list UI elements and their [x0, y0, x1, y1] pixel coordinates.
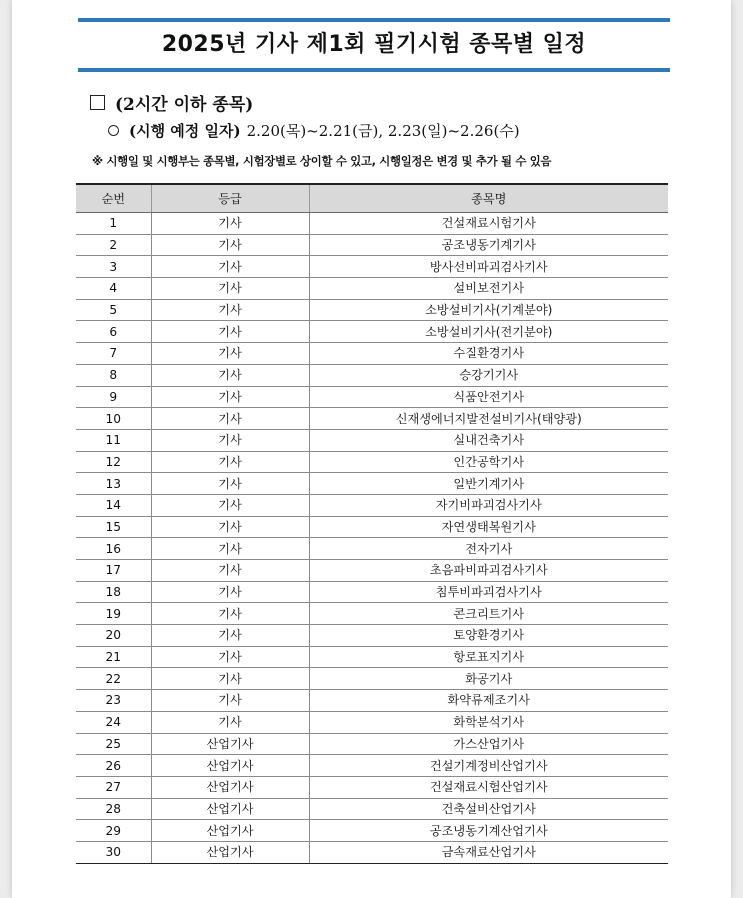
- row-subject: 콘크리트기사: [309, 603, 668, 625]
- table-row: [76, 494, 668, 516]
- row-number: 4: [76, 278, 151, 300]
- table-row: [76, 603, 668, 625]
- row-grade: 기사: [151, 646, 309, 668]
- row-grade: 산업기사: [151, 820, 309, 842]
- table-row: [76, 516, 668, 538]
- table-header-row: [76, 184, 668, 213]
- row-subject: 인간공학기사: [309, 451, 668, 473]
- row-subject: 건설기계정비산업기사: [309, 755, 668, 777]
- table-row: [76, 690, 668, 712]
- row-subject: 초음파비파괴검사기사: [309, 560, 668, 582]
- table-row: [76, 321, 668, 343]
- schedule-line: [108, 120, 520, 141]
- row-number: 30: [76, 841, 151, 863]
- row-subject: 가스산업기사: [309, 733, 668, 755]
- table-row: [76, 560, 668, 582]
- row-grade: 기사: [151, 386, 309, 408]
- row-subject: 승강기기사: [309, 364, 668, 386]
- title-box: [78, 18, 670, 72]
- row-subject: 자연생태복원기사: [309, 516, 668, 538]
- row-subject: 금속재료산업기사: [309, 841, 668, 863]
- row-grade: 기사: [151, 581, 309, 603]
- row-grade: 산업기사: [151, 755, 309, 777]
- header-number: 순번: [76, 184, 151, 213]
- table-row: [76, 646, 668, 668]
- row-subject: 실내건축기사: [309, 429, 668, 451]
- row-subject: 신재생에너지발전설비기사(태양광): [309, 408, 668, 430]
- table-row: [76, 538, 668, 560]
- row-subject: 방사선비파괴검사기사: [309, 256, 668, 278]
- header-subject: 종목명: [309, 184, 668, 213]
- row-subject: 소방설비기사(기계분야): [309, 299, 668, 321]
- row-number: 5: [76, 299, 151, 321]
- row-number: 11: [76, 429, 151, 451]
- document-page: [12, 0, 731, 898]
- row-number: 26: [76, 755, 151, 777]
- row-subject: 공조냉동기계산업기사: [309, 820, 668, 842]
- table-row: [76, 733, 668, 755]
- row-grade: 산업기사: [151, 733, 309, 755]
- row-subject: 화약류제조기사: [309, 690, 668, 712]
- table-row: [76, 343, 668, 365]
- row-number: 3: [76, 256, 151, 278]
- row-number: 9: [76, 386, 151, 408]
- row-grade: 기사: [151, 538, 309, 560]
- row-subject: 건설재료시험기사: [309, 213, 668, 235]
- row-grade: 기사: [151, 690, 309, 712]
- row-grade: 기사: [151, 299, 309, 321]
- row-number: 15: [76, 516, 151, 538]
- row-subject: 식품안전기사: [309, 386, 668, 408]
- row-grade: 기사: [151, 343, 309, 365]
- row-grade: 기사: [151, 256, 309, 278]
- row-grade: 기사: [151, 516, 309, 538]
- row-grade: 기사: [151, 494, 309, 516]
- row-number: 23: [76, 690, 151, 712]
- row-grade: 기사: [151, 560, 309, 582]
- row-subject: 화학분석기사: [309, 711, 668, 733]
- table-row: [76, 820, 668, 842]
- row-number: 24: [76, 711, 151, 733]
- schedule-table: [76, 183, 668, 864]
- row-number: 12: [76, 451, 151, 473]
- row-grade: 기사: [151, 473, 309, 495]
- row-subject: 소방설비기사(전기분야): [309, 321, 668, 343]
- row-number: 28: [76, 798, 151, 820]
- row-number: 21: [76, 646, 151, 668]
- row-grade: 기사: [151, 668, 309, 690]
- row-grade: 기사: [151, 408, 309, 430]
- row-subject: 항로표지기사: [309, 646, 668, 668]
- square-bullet-icon: [90, 95, 105, 110]
- row-subject: 침투비파괴검사기사: [309, 581, 668, 603]
- table-row: [76, 386, 668, 408]
- row-number: 20: [76, 625, 151, 647]
- row-subject: 수질환경기사: [309, 343, 668, 365]
- row-subject: 전자기사: [309, 538, 668, 560]
- table-row: [76, 625, 668, 647]
- table-body: [76, 213, 668, 864]
- section-heading-text: (2시간 이하 종목): [115, 95, 254, 115]
- table-row: [76, 776, 668, 798]
- table-row: [76, 364, 668, 386]
- row-subject: 일반기계기사: [309, 473, 668, 495]
- row-subject: 자기비파괴검사기사: [309, 494, 668, 516]
- table-row: [76, 278, 668, 300]
- table-row: [76, 755, 668, 777]
- table-row: [76, 451, 668, 473]
- row-grade: 기사: [151, 321, 309, 343]
- table-row: [76, 256, 668, 278]
- page-title: 2025년 기사 제1회 필기시험 종목별 일정: [161, 32, 587, 57]
- row-number: 18: [76, 581, 151, 603]
- row-number: 6: [76, 321, 151, 343]
- table-row: [76, 408, 668, 430]
- row-grade: 기사: [151, 213, 309, 235]
- title-top-rule: [78, 18, 670, 22]
- notice-text: ※ 시행일 및 시행부는 종목별, 시험장별로 상이할 수 있고, 시행일정은 변경 및 추가 될 수 있음: [92, 154, 552, 168]
- row-number: 17: [76, 560, 151, 582]
- row-grade: 산업기사: [151, 798, 309, 820]
- table-row: [76, 841, 668, 863]
- header-grade: 등급: [151, 184, 309, 213]
- row-number: 8: [76, 364, 151, 386]
- title-bottom-rule: [78, 68, 670, 72]
- table-row: [76, 668, 668, 690]
- row-number: 27: [76, 776, 151, 798]
- row-number: 22: [76, 668, 151, 690]
- row-number: 10: [76, 408, 151, 430]
- table-row: [76, 213, 668, 235]
- row-grade: 기사: [151, 625, 309, 647]
- table-row: [76, 473, 668, 495]
- row-grade: 기사: [151, 278, 309, 300]
- row-grade: 산업기사: [151, 776, 309, 798]
- row-grade: 기사: [151, 451, 309, 473]
- row-subject: 설비보전기사: [309, 278, 668, 300]
- row-number: 1: [76, 213, 151, 235]
- row-number: 19: [76, 603, 151, 625]
- row-number: 25: [76, 733, 151, 755]
- schedule-dates: 2.20(목)~2.21(금), 2.23(일)~2.26(수): [246, 122, 520, 140]
- row-grade: 기사: [151, 711, 309, 733]
- row-grade: 기사: [151, 429, 309, 451]
- row-subject: 건축설비산업기사: [309, 798, 668, 820]
- table-row: [76, 581, 668, 603]
- row-number: 29: [76, 820, 151, 842]
- row-number: 16: [76, 538, 151, 560]
- row-grade: 기사: [151, 234, 309, 256]
- table-row: [76, 429, 668, 451]
- row-grade: 기사: [151, 603, 309, 625]
- circle-bullet-icon: [108, 125, 119, 136]
- schedule-label: (시행 예정 일자): [129, 122, 241, 140]
- table-row: [76, 798, 668, 820]
- section-heading: [90, 90, 253, 115]
- row-subject: 건설재료시험산업기사: [309, 776, 668, 798]
- row-subject: 공조냉동기계기사: [309, 234, 668, 256]
- table-row: [76, 234, 668, 256]
- row-number: 2: [76, 234, 151, 256]
- row-number: 13: [76, 473, 151, 495]
- table-row: [76, 711, 668, 733]
- row-number: 14: [76, 494, 151, 516]
- row-subject: 토양환경기사: [309, 625, 668, 647]
- row-grade: 산업기사: [151, 841, 309, 863]
- table-row: [76, 299, 668, 321]
- row-subject: 화공기사: [309, 668, 668, 690]
- row-grade: 기사: [151, 364, 309, 386]
- row-number: 7: [76, 343, 151, 365]
